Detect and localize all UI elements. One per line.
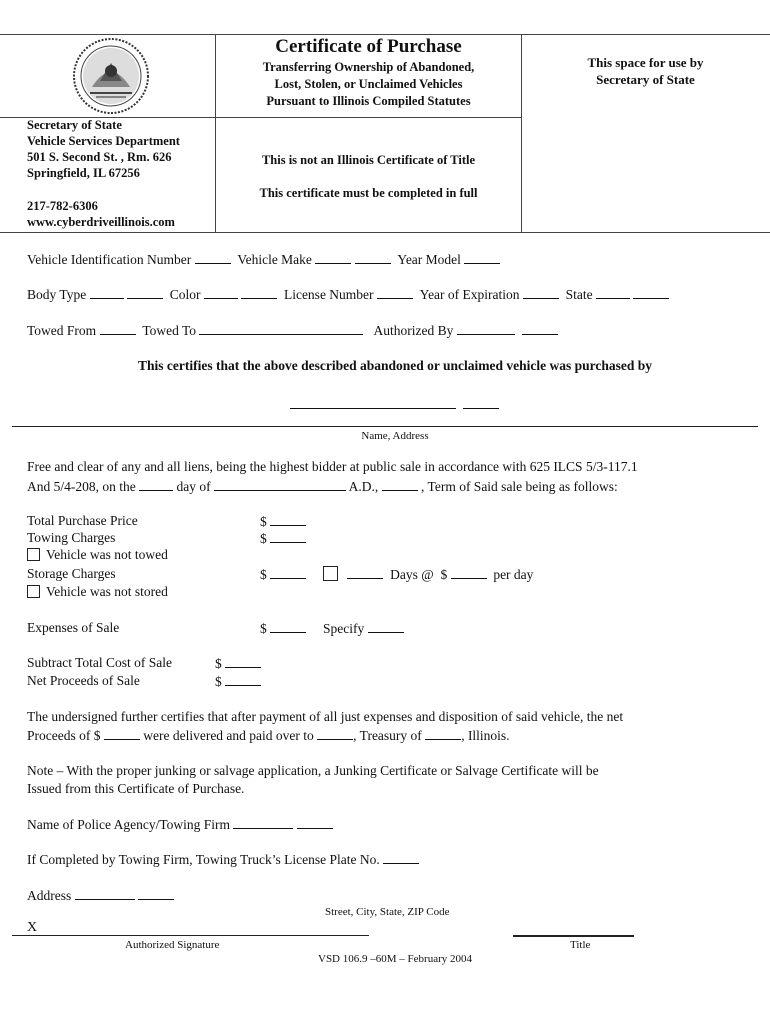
not-stored-checkbox[interactable]: [27, 585, 40, 598]
form-title: Certificate of Purchase: [275, 36, 462, 57]
sale-ad-label: A.D.,: [348, 479, 379, 494]
not-stored-label: Vehicle was not stored: [46, 584, 168, 599]
proceeds-line-1: The undersigned further certifies that after payment of all just expenses and disposition of said vehicle, the net: [27, 709, 624, 724]
net-proceeds-field[interactable]: [225, 673, 261, 686]
sale-line-1: Free and clear of any and all liens, being the highest bidder at public sale in accordance with 625 ILCS 5/3-117.1: [27, 459, 638, 474]
sale-term-label: , Term of Said sale being as follows:: [421, 479, 618, 494]
address-caption: Street, City, State, ZIP Code: [325, 906, 450, 918]
treasury-field[interactable]: [425, 727, 461, 740]
towed-from-label: Towed From: [27, 323, 97, 338]
state-field-2[interactable]: [633, 286, 669, 299]
address-line-2: Vehicle Services Department: [27, 134, 180, 148]
address-line-4: Springfield, IL 67256: [27, 166, 140, 180]
purchaser-fields: [290, 396, 499, 413]
form-subtitle-1: Transferring Ownership of Abandoned,: [262, 60, 475, 74]
notice-not-title: This is not an Illinois Certificate of Title: [261, 153, 476, 167]
police-agency-row: [27, 816, 333, 833]
state-label: State: [565, 287, 593, 302]
title-line[interactable]: [513, 935, 634, 937]
dollar-sign: $: [260, 514, 267, 529]
storage-charges-amount: [260, 566, 533, 583]
authorized-by-label: Authorized By: [373, 323, 454, 338]
days-at-label: Days @: [390, 567, 434, 582]
dollar-sign: $: [215, 674, 222, 689]
expenses-of-sale-amount: [260, 620, 404, 637]
year-model-field[interactable]: [464, 251, 500, 264]
plate-label: If Completed by Towing Firm, Towing Truck’s License Plate No.: [27, 852, 380, 867]
net-proceeds-amount: [215, 673, 261, 690]
phone-number: 217-782-6306: [27, 199, 98, 213]
note-line-2: Issued from this Certificate of Purchase.: [27, 781, 245, 796]
vehicle-row-2: [27, 286, 669, 303]
address-field-1[interactable]: [75, 887, 135, 900]
sos-space-line-1: This space for use by: [587, 55, 704, 70]
address-field-2[interactable]: [138, 887, 174, 900]
purchaser-address-field[interactable]: [463, 396, 499, 409]
color-field-1[interactable]: [204, 286, 238, 299]
towed-from-field[interactable]: [100, 322, 136, 335]
police-agency-field-1[interactable]: [233, 816, 293, 829]
storage-days-field[interactable]: [347, 566, 383, 579]
plate-field[interactable]: [383, 851, 419, 864]
per-day-label: per day: [493, 567, 534, 582]
form-number: VSD 106.9 –60M – February 2004: [318, 953, 472, 965]
form-subtitle-2: Lost, Stolen, or Unclaimed Vehicles: [274, 77, 463, 91]
not-towed-label: Vehicle was not towed: [46, 547, 168, 562]
total-purchase-price-label: Total Purchase Price: [27, 513, 138, 528]
color-field-2[interactable]: [241, 286, 277, 299]
treasury-label: , Treasury of: [353, 728, 422, 743]
make-field-1[interactable]: [315, 251, 351, 264]
total-purchase-price-field[interactable]: [270, 513, 306, 526]
vin-label: Vehicle Identification Number: [27, 252, 192, 267]
expiration-field[interactable]: [523, 286, 559, 299]
sale-month-field[interactable]: [214, 478, 346, 491]
website: www.cyberdriveillinois.com: [27, 215, 175, 229]
sale-day-field[interactable]: [139, 478, 173, 491]
sale-line-2: [27, 478, 618, 495]
towing-charges-amount: [260, 530, 306, 547]
license-number-label: License Number: [283, 287, 374, 302]
license-number-field[interactable]: [377, 286, 413, 299]
authorized-by-field-1[interactable]: [457, 322, 515, 335]
subtract-total-amount: [215, 655, 261, 672]
dollar-sign: $: [260, 567, 267, 582]
not-stored-row: [27, 584, 168, 600]
form-subtitle-3: Pursuant to Illinois Compiled Statutes: [266, 94, 471, 108]
sale-on-the-label: And 5/4-208, on the: [27, 479, 136, 494]
towed-to-field[interactable]: [199, 322, 363, 335]
subtract-total-field[interactable]: [225, 655, 261, 668]
towing-charges-field[interactable]: [270, 530, 306, 543]
net-proceeds-label: Net Proceeds of Sale: [27, 673, 140, 688]
body-type-label: Body Type: [27, 287, 87, 302]
expiration-label: Year of Expiration: [419, 287, 520, 302]
vin-field[interactable]: [195, 251, 231, 264]
police-agency-field-2[interactable]: [297, 816, 333, 829]
dollar-sign: $: [260, 531, 267, 546]
notice-complete: This certificate must be completed in full: [259, 186, 478, 200]
illinois-label: , Illinois.: [461, 728, 510, 743]
signature-line[interactable]: [12, 935, 369, 936]
sale-day-of-label: day of: [176, 479, 211, 494]
color-label: Color: [169, 287, 201, 302]
proceeds-amount-field[interactable]: [104, 727, 140, 740]
address-line-1: Secretary of State: [27, 118, 122, 132]
towing-charges-label: Towing Charges: [27, 530, 116, 545]
address-label: Address: [27, 888, 72, 903]
state-field-1[interactable]: [596, 286, 630, 299]
total-purchase-price-amount: [260, 513, 306, 530]
illinois-seal-icon: [72, 37, 150, 115]
authorized-by-field-2[interactable]: [522, 322, 558, 335]
not-towed-row: [27, 547, 168, 563]
address-line-3: 501 S. Second St. , Rm. 626: [27, 150, 172, 164]
paid-over-label: were delivered and paid over to: [143, 728, 314, 743]
not-towed-checkbox[interactable]: [27, 548, 40, 561]
expenses-of-sale-field[interactable]: [270, 620, 306, 633]
title-caption: Title: [570, 939, 591, 951]
police-agency-label: Name of Police Agency/Towing Firm: [27, 817, 231, 832]
make-label: Vehicle Make: [237, 252, 312, 267]
dollar-sign: $: [440, 567, 448, 582]
make-field-2[interactable]: [355, 251, 391, 264]
header-notice-box: [215, 117, 522, 233]
proceeds-line-2: [27, 727, 510, 744]
body-type-field-1[interactable]: [90, 286, 124, 299]
body-type-field-2[interactable]: [127, 286, 163, 299]
specify-field[interactable]: [368, 620, 404, 633]
purchaser-name-field[interactable]: [290, 396, 456, 409]
dollar-sign: $: [215, 656, 222, 671]
storage-charges-label: Storage Charges: [27, 566, 116, 581]
per-day-rate-field[interactable]: [451, 566, 487, 579]
authorized-signature-caption: Authorized Signature: [125, 939, 220, 951]
signature-x-mark: X: [27, 920, 38, 935]
sale-year-field[interactable]: [382, 478, 418, 491]
purchaser-divider: [12, 426, 758, 427]
name-address-caption: Name, Address: [361, 430, 429, 442]
storage-charges-field[interactable]: [270, 566, 306, 579]
address-row: [27, 887, 174, 904]
plate-row: [27, 851, 419, 868]
specify-label: Specify: [323, 621, 365, 636]
certify-statement: This certifies that the above described abandoned or unclaimed vehicle was purchased by: [137, 358, 653, 373]
dollar-sign: $: [260, 621, 267, 636]
storage-days-checkbox[interactable]: [323, 566, 338, 581]
year-model-label: Year Model: [397, 252, 461, 267]
vehicle-row-1: [27, 251, 500, 268]
towed-to-label: Towed To: [142, 323, 197, 338]
sos-space-line-2: Secretary of State: [596, 72, 695, 87]
vehicle-row-3: [27, 322, 558, 339]
expenses-of-sale-label: Expenses of Sale: [27, 620, 120, 635]
proceeds-of-label: Proceeds of $: [27, 728, 101, 743]
subtract-total-label: Subtract Total Cost of Sale: [27, 655, 173, 670]
note-line-1: Note – With the proper junking or salvage application, a Junking Certificate or Salvage Certificate will be: [27, 763, 599, 778]
paid-over-field[interactable]: [317, 727, 353, 740]
